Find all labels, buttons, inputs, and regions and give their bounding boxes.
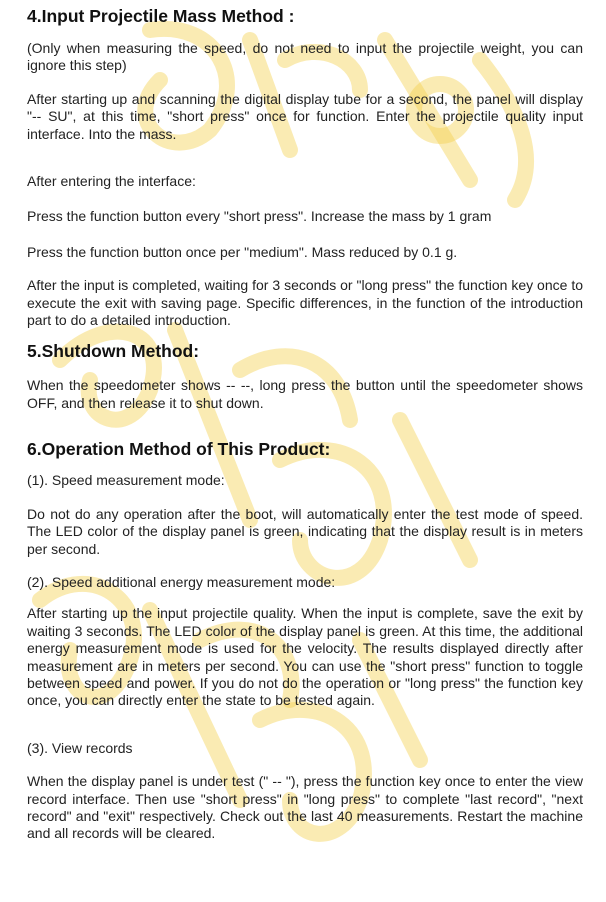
paragraph: After starting up and scanning the digital display tube for a second, the panel will display "-- SU", at this time, "short press" once for function. Enter the projectile quality input interface. Into the mass. [27,90,583,142]
paragraph: (Only when measuring the speed, do not need to input the projectile weight, you can ignore this step) [27,40,583,74]
section-heading-input-mass: 4.Input Projectile Mass Method : [27,6,295,26]
paragraph: After entering the interface: [27,173,196,190]
section-heading-operation: 6.Operation Method of This Product: [27,439,331,460]
paragraph: Do not do any operation after the boot, will automatically enter the test mode of speed. The LED color of the display panel is green, indicating that the display result is in meters per second. [27,505,583,557]
paragraph: Press the function button once per "medium". Mass reduced by 0.1 g. [27,243,458,260]
paragraph: When the speedometer shows -- --, long press the button until the speedometer shows OFF, and then release it to shut down. [27,377,583,411]
paragraph: (2). Speed additional energy measurement mode: [27,573,336,590]
paragraph: After starting up the input projectile quality. When the input is complete, save the exit by waiting 3 seconds. The LED color of the display panel is green. At this time, the additional energy measurement mode is used for the velocity. The results displayed directly after measurement are in meters per second. You can use the "short press" function to toggle between speed and power. If you do not do the operation or "long press" the function key once, you can directly enter the state to be tested again. [27,605,583,709]
paragraph: (1). Speed measurement mode: [27,472,225,489]
paragraph: After the input is completed, waiting for 3 seconds or "long press" the function key once to execute the exit with saving page. Specific differences, in the function of the introduction part to do a detailed introduction. [27,277,583,329]
paragraph: (3). View records [27,739,133,756]
document-body [27,6,583,843]
section-heading-shutdown: 5.Shutdown Method: [27,341,200,362]
paragraph: When the display panel is under test (" -- "), press the function key once to enter the view record interface. Then use "short press" in "long press" to complete "last record", "next record" and "exit" respectively. Check out the last 40 measurements. Restart the machine and all records will be cleared. [27,773,583,842]
paragraph: Press the function button every "short press". Increase the mass by 1 gram [27,208,492,225]
